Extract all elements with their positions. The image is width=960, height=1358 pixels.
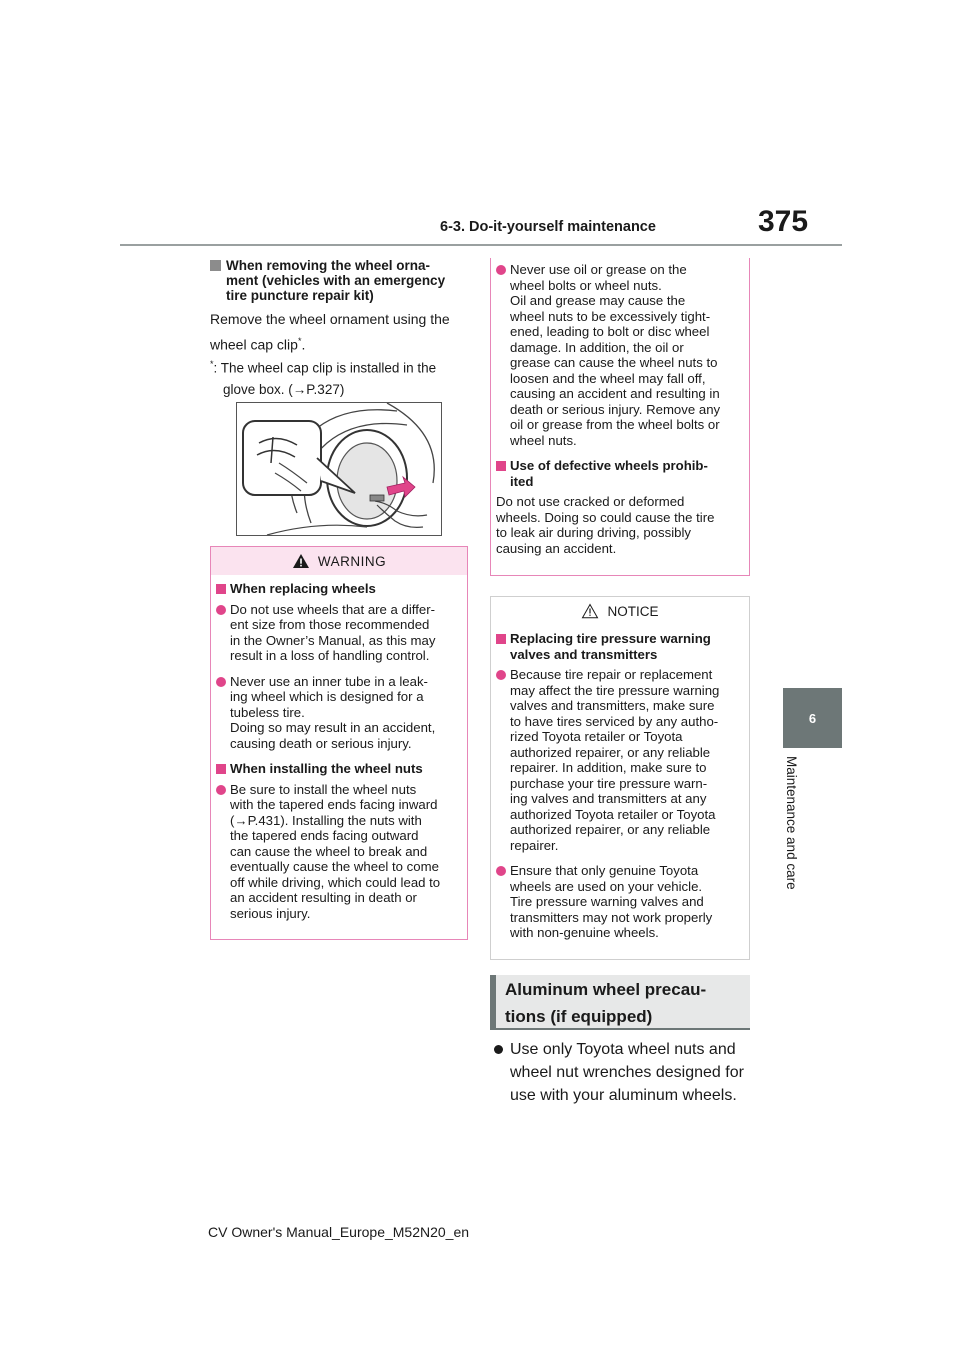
- notice-header: [491, 597, 749, 625]
- section-title: 6-3. Do-it-yourself maintenance: [440, 219, 656, 235]
- pink-bullet-icon: [496, 670, 506, 680]
- pink-bullet-icon: [496, 866, 506, 876]
- warning-item: Never use oil or grease on the wheel bolts or wheel nuts. Oil and grease may cause the wheel nuts to be excessively tight- ened, leading to bolt or disc wheel damage. In addition, the oil or grease can cause the wheel nuts to loosen and the wheel may fall off, causing an accident and resulting in death or serious injury. Remove any oil or grease from the wheel bolts or wheel nuts.: [496, 262, 744, 448]
- wheel-illustration-svg: [237, 403, 441, 535]
- aluminum-title-line2: tions (if equipped): [505, 1007, 653, 1026]
- pink-bullet-icon: [496, 265, 506, 275]
- warning-item: Be sure to install the wheel nuts with the tapered ends facing inward (→P.431). Installing the nuts with the tapered ends facing outward can cause the wheel to break and eventually cause the wheel to come off while driving, which could lead to an accident resulting in death or serious injury.: [216, 782, 462, 922]
- page-ref-arrow-icon: →: [292, 382, 307, 398]
- wheel-ornament-heading: When removing the wheel orna- ment (vehicles with an emergency tire puncture repair kit): [210, 258, 468, 303]
- notice-box: [490, 596, 750, 960]
- warning-header: [211, 547, 467, 575]
- warning-item: Never use an inner tube in a leak- ing wheel which is designed for a tubeless tire. Doing so may result in an accident, causing death or serious injury.: [216, 674, 462, 752]
- wheel-cap-clip-note: *: The wheel cap clip is installed in the glove box. (→P.327): [210, 358, 437, 398]
- footer-manual-id: CV Owner's Manual_Europe_M52N20_en: [208, 1224, 470, 1240]
- heading-square-icon: [210, 260, 221, 271]
- warning-heading-defective: Use of defective wheels prohib- ited: [496, 458, 744, 489]
- notice-title: NOTICE: [607, 603, 659, 619]
- warning-box: [210, 546, 468, 940]
- wheel-ornament-section: [210, 258, 468, 399]
- notice-item: Ensure that only genuine Toyota wheels are used on your vehicle. Tire pressure warning valves and transmitters may not work properly with non-genuine wheels.: [496, 863, 744, 941]
- aluminum-bullet: Use only Toyota wheel nuts and wheel nut wrenches designed for use with your aluminum wheels.: [494, 1038, 754, 1107]
- chapter-tab: 6: [783, 688, 842, 748]
- pink-square-icon: [496, 634, 506, 644]
- aluminum-wheel-heading: [490, 975, 750, 1030]
- warning-item: Do not use wheels that are a differ- ent size from those recommended in the Owner’s Manual, as this may result in a loss of handling control.: [216, 602, 462, 664]
- warning-title: WARNING: [317, 553, 387, 569]
- pink-bullet-icon: [216, 677, 226, 687]
- warning-heading-replacing: When replacing wheels: [216, 581, 462, 597]
- chapter-title-text: Maintenance and care: [784, 756, 799, 890]
- notice-triangle-icon: [581, 603, 599, 619]
- defective-wheels-body: Do not use cracked or deformed wheels. Doing so could cause the tire to leak air during driving, possibly causing an accident.: [496, 494, 715, 556]
- header-divider: [120, 244, 842, 246]
- warning-heading-installing: When installing the wheel nuts: [216, 761, 462, 777]
- pink-bullet-icon: [216, 605, 226, 615]
- warning-box-continued: [490, 258, 750, 576]
- aluminum-title-line1: Aluminum wheel precau-: [505, 980, 707, 999]
- page-number: 375: [758, 205, 809, 238]
- pink-bullet-icon: [216, 785, 226, 795]
- notice-item: Because tire repair or replacement may affect the tire pressure warning valves and transmitters, make sure to have tires serviced by any autho- rized Toyota retailer or Toyota authorized repairer, or any reliable repairer. In addition, make sure to purchase your tire pressure warn- ing valves and transmitters at any authorized Toyota retailer or Toyota authorized repairer, or any reliable repairer.: [496, 667, 744, 853]
- wheel-cap-clip-illustration: [236, 402, 442, 536]
- notice-heading: Replacing tire pressure warning valves and transmitters: [496, 631, 744, 662]
- pink-square-icon: [216, 764, 226, 774]
- pink-square-icon: [216, 584, 226, 594]
- pink-square-icon: [496, 461, 506, 471]
- chapter-title: [784, 756, 804, 916]
- bullet-dot-icon: [494, 1045, 503, 1054]
- warning-triangle-icon: [292, 553, 310, 569]
- wheel-ornament-body: Remove the wheel ornament using the wheel cap clip*.: [210, 311, 450, 353]
